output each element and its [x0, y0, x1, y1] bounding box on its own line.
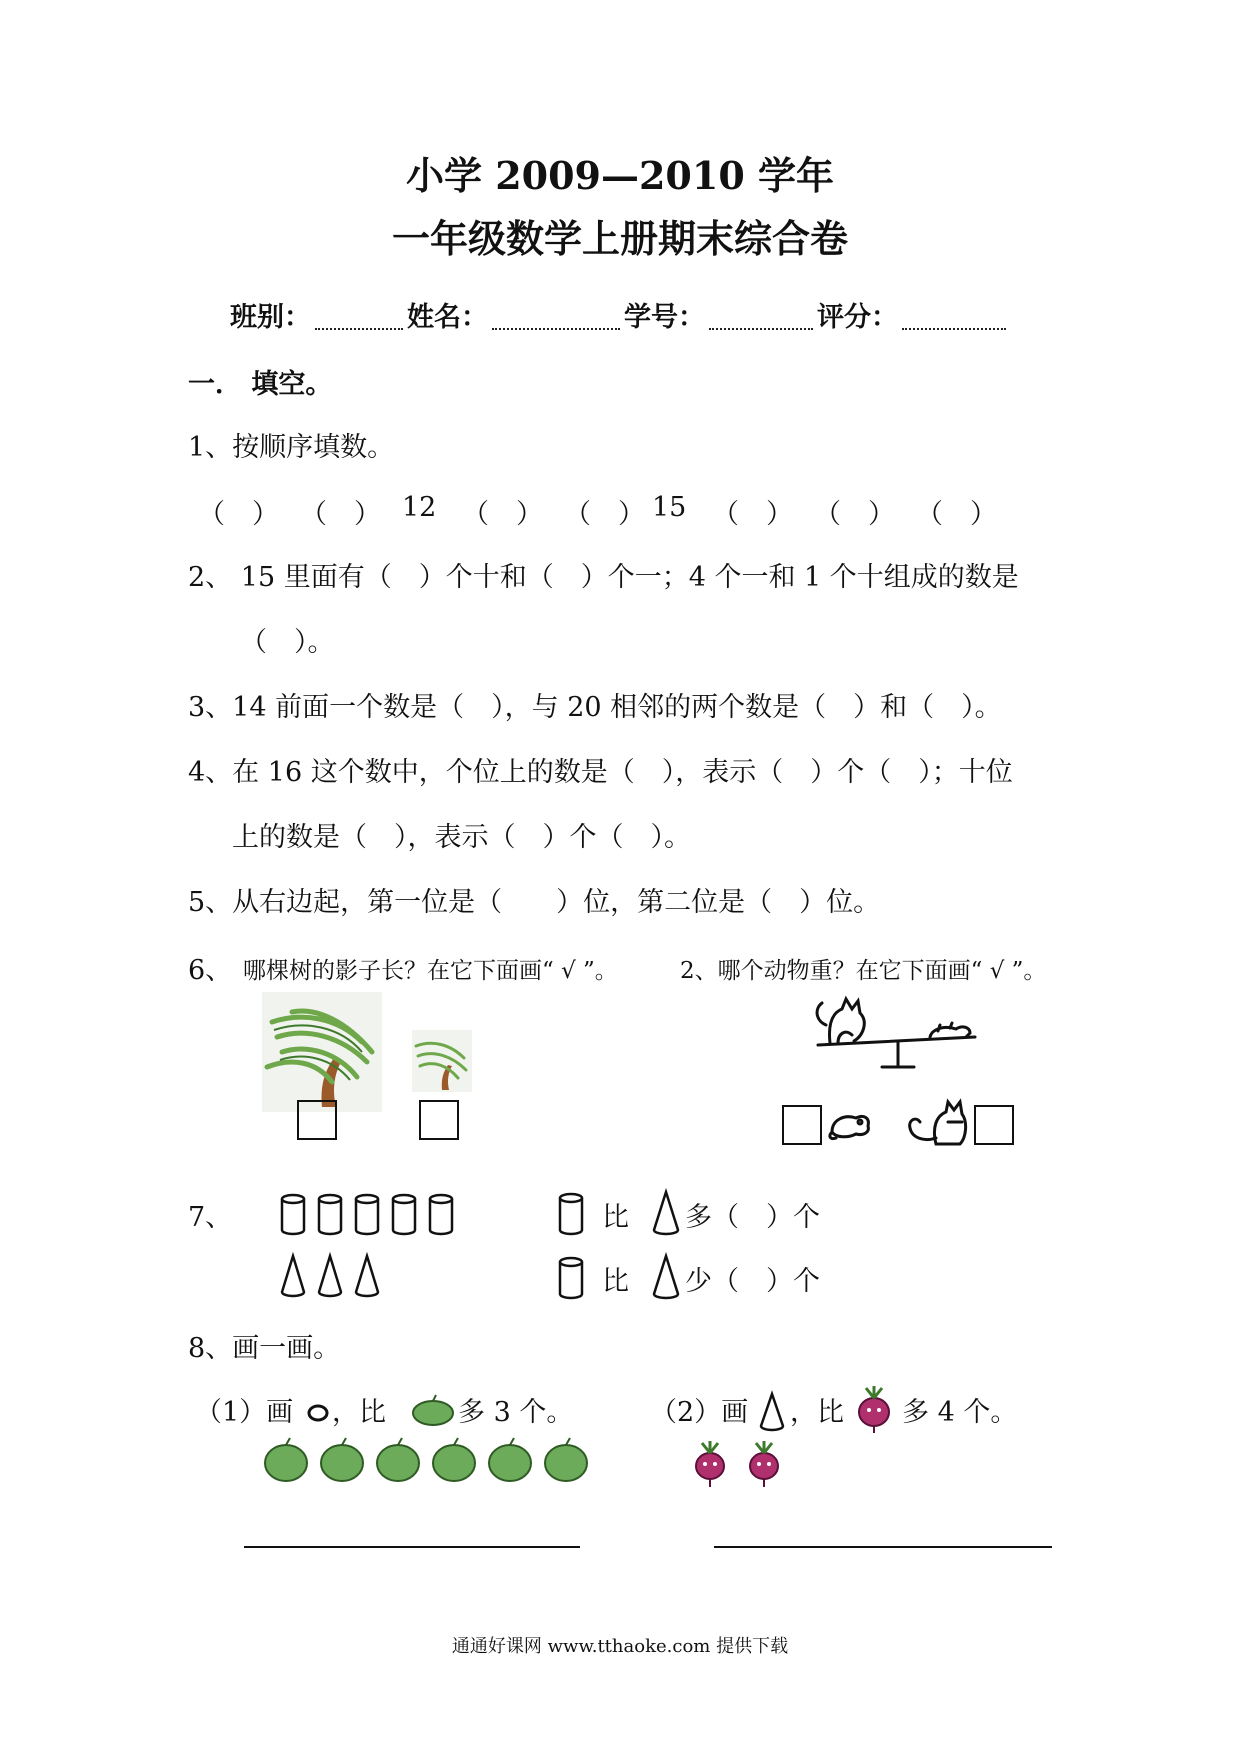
question-1: 1、按顺序填数。 [188, 432, 395, 463]
question-8: 8、画一画。 [188, 1333, 341, 1364]
apple-icon [321, 1438, 363, 1481]
question-2-line-1: 2、 15 里面有（ ）个十和（ ）个一；4 个一和 1 个十组成的数是 [188, 562, 1019, 593]
question-4-line-1: 4、在 16 这个数中，个位上的数是（ ），表示（ ）个（ ）；十位 [188, 757, 1013, 788]
sequence-item[interactable]: （ ） [814, 499, 895, 530]
cylinder-icon [356, 1195, 378, 1234]
radish-icon [750, 1441, 778, 1487]
class-label: 班别： [230, 302, 311, 333]
apple-icon [545, 1438, 587, 1481]
sequence-item[interactable]: （ ） [712, 499, 793, 530]
apple-icon [377, 1438, 419, 1481]
apples-row [262, 1436, 602, 1486]
radishes-row [690, 1440, 800, 1490]
name-label: 姓名： [407, 302, 488, 333]
question-4-line-2: 上的数是（ ），表示（ ）个（ ）。 [232, 822, 691, 853]
cylinder-icon [319, 1195, 341, 1234]
name-field[interactable] [492, 304, 620, 330]
cylinders-row [278, 1192, 464, 1238]
sequence-item: 12 [402, 492, 437, 523]
question-6-part-2: 2、哪个动物重？在它下面画“ √ ”。 [680, 958, 1047, 984]
sequence-item[interactable]: （ ） [462, 499, 543, 530]
cylinder-icon [558, 1256, 584, 1300]
number-label: 学号： [624, 302, 705, 333]
score-label: 评分： [817, 302, 898, 333]
q8-part-2-suffix: 多 4 个。 [902, 1397, 1018, 1428]
apple-icon [410, 1395, 456, 1427]
question-7-number: 7、 [188, 1202, 233, 1233]
compare-1-word: 比 [602, 1202, 629, 1233]
question-6-part-1: 哪棵树的影子长？在它下面画“ √ ”。 [243, 958, 618, 984]
q8-part-2-prefix: （2）画 [650, 1397, 749, 1428]
circle-icon [306, 1402, 330, 1422]
question-6-number: 6、 [188, 955, 233, 986]
cone-icon [652, 1190, 680, 1236]
student-info-row [230, 295, 1010, 334]
sequence-item[interactable]: （ ） [300, 499, 381, 530]
cone-icon [652, 1254, 680, 1300]
cylinder-icon [558, 1192, 584, 1236]
apple-icon [489, 1438, 531, 1481]
question-3: 3、14 前面一个数是（ ），与 20 相邻的两个数是（ ）和（ ）。 [188, 692, 1002, 723]
sequence-item[interactable]: （ ） [564, 499, 645, 530]
footer-text: 通通好课网 www.tthaoke.com 提供下载 [451, 1636, 789, 1657]
answer-line-part-1[interactable] [244, 1546, 580, 1548]
question-2-line-2: （ ）。 [240, 627, 335, 658]
section-1-title: 一． 填空。 [188, 369, 333, 400]
cone-icon [758, 1392, 786, 1432]
cylinder-icon [430, 1195, 452, 1234]
number-sequence [198, 492, 1018, 531]
compare-2-word: 比 [602, 1266, 629, 1297]
apple-icon [265, 1438, 307, 1481]
radish-icon [696, 1441, 724, 1487]
compare-2-rest: 少（ ）个 [685, 1266, 820, 1297]
title-line-1: 小学 2009—2010 学年 [406, 153, 834, 198]
sequence-item[interactable]: （ ） [916, 499, 997, 530]
answer-box-tree-small[interactable] [419, 1100, 459, 1140]
q8-part-1-suffix: 多 3 个。 [458, 1397, 574, 1428]
willow-tree-large-icon [262, 992, 382, 1112]
title-line-2: 一年级数学上册期末综合卷 [391, 216, 848, 261]
balance-scale-icon [810, 995, 980, 1075]
radish-icon [852, 1386, 896, 1434]
q8-part-1-mid: ，比 [332, 1397, 386, 1428]
question-5: 5、从右边起，第一位是（ ）位，第二位是（ ）位。 [188, 887, 881, 918]
answer-box-tree-large[interactable] [297, 1100, 337, 1140]
cone-icon [356, 1256, 378, 1296]
cones-row [278, 1254, 388, 1300]
q8-part-1-prefix: （1）画 [195, 1397, 294, 1428]
willow-tree-small-icon [412, 1030, 472, 1092]
sequence-item[interactable]: （ ） [198, 499, 279, 530]
compare-1-rest: 多（ ）个 [685, 1202, 820, 1233]
number-field[interactable] [709, 304, 813, 330]
q8-part-2-mid: ，比 [790, 1397, 844, 1428]
cat-icon [906, 1098, 968, 1148]
mouse-icon [826, 1108, 874, 1142]
cylinder-icon [282, 1195, 304, 1234]
apple-icon [433, 1438, 475, 1481]
class-field[interactable] [315, 304, 403, 330]
cone-icon [282, 1256, 304, 1296]
score-field[interactable] [902, 304, 1006, 330]
sequence-item: 15 [652, 492, 687, 523]
cone-icon [319, 1256, 341, 1296]
cylinder-icon [393, 1195, 415, 1234]
answer-line-part-2[interactable] [714, 1546, 1052, 1548]
answer-box-mouse[interactable] [782, 1105, 822, 1145]
answer-box-cat[interactable] [974, 1105, 1014, 1145]
